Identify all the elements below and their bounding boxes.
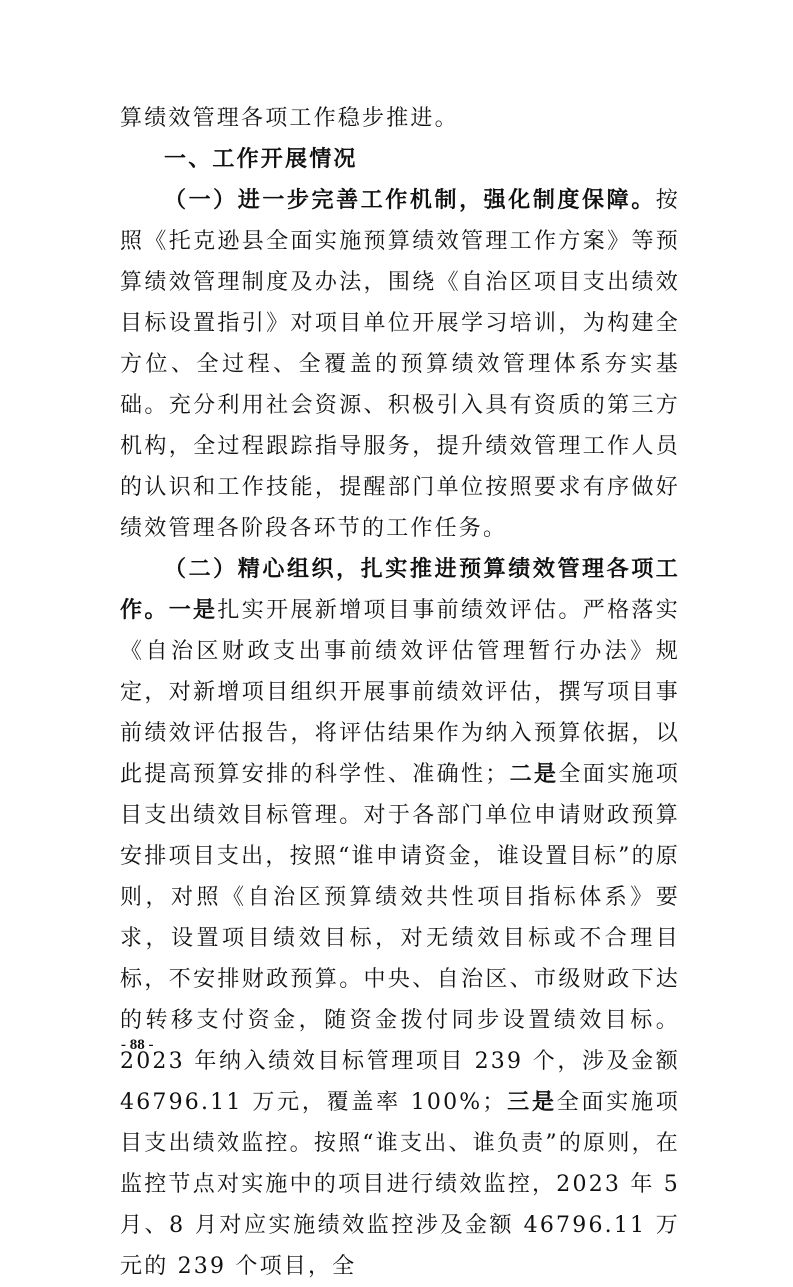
paragraph-2-item-2: 全面实施项目支出绩效目标管理。对于各部门单位申请财政预算安排项目支出，按照“谁申请资金，谁设置目标”的原则，对照《自治区预算绩效共性项目指标体系》要求，设置项目绩效目标，对无绩效目标或不合理目标，不安排财政预算。中央、自治区、市级财政下达的转移支付资金，随资金拨付同步设置绩效目标。2023 年纳入绩效目标管理项目 239 个，涉及金额 46796.11 万元，覆盖率 100%； [120, 762, 681, 1115]
paragraph-1-lead: （一）进一步完善工作机制，强化制度保障。 [164, 187, 656, 213]
page-number: - 88 - [121, 1037, 154, 1053]
paragraph-1-body: 按照《托克逊县全面实施预算绩效管理工作方案》等预算绩效管理制度及办法，围绕《自治区项目支出绩效目标设置指引》对项目单位开展学习培训，为构建全方位、全过程、全覆盖的预算绩效管理体系夯实基础。充分利用社会资源、积极引入具有资质的第三方机构，全过程跟踪指导服务，提升绩效管理工作人员的认识和工作技能，提醒部门单位按照要求有序做好绩效管理各阶段各环节的工作任务。 [120, 188, 680, 541]
paragraph-2-item-2-label: 二是 [509, 761, 559, 787]
paragraph-2-item-3: 全面实施项目支出绩效监控。按照“谁支出、谁负责”的原则，在监控节点对实施中的项目进行绩效监控，2023 年 5 月、8 月对应实施绩效监控涉及金额 46796.11 万元的 239 个项目，全 [120, 1090, 680, 1279]
paragraph-2-item-3-label: 三是 [506, 1089, 557, 1115]
paragraph-2-item-1: 扎实开展新增项目事前绩效评估。严格落实《自治区财政支出事前绩效评估管理暂行办法》规定，对新增项目组织开展事前绩效评估，撰写项目事前绩效评估报告，将评估结果作为纳入预算依据，以此提高预算安排的科学性、准确性； [120, 598, 680, 787]
paragraph-2-lead: （二）精心组织，扎实推进预算绩效管理各项工作。一是 [120, 556, 680, 623]
intro-line: 算绩效管理各项工作稳步推进。 [120, 106, 459, 131]
paragraph-1 [120, 180, 680, 549]
document-body [120, 98, 680, 1287]
section-heading: 一、工作开展情况 [164, 146, 358, 172]
paragraph-2 [120, 549, 680, 1287]
